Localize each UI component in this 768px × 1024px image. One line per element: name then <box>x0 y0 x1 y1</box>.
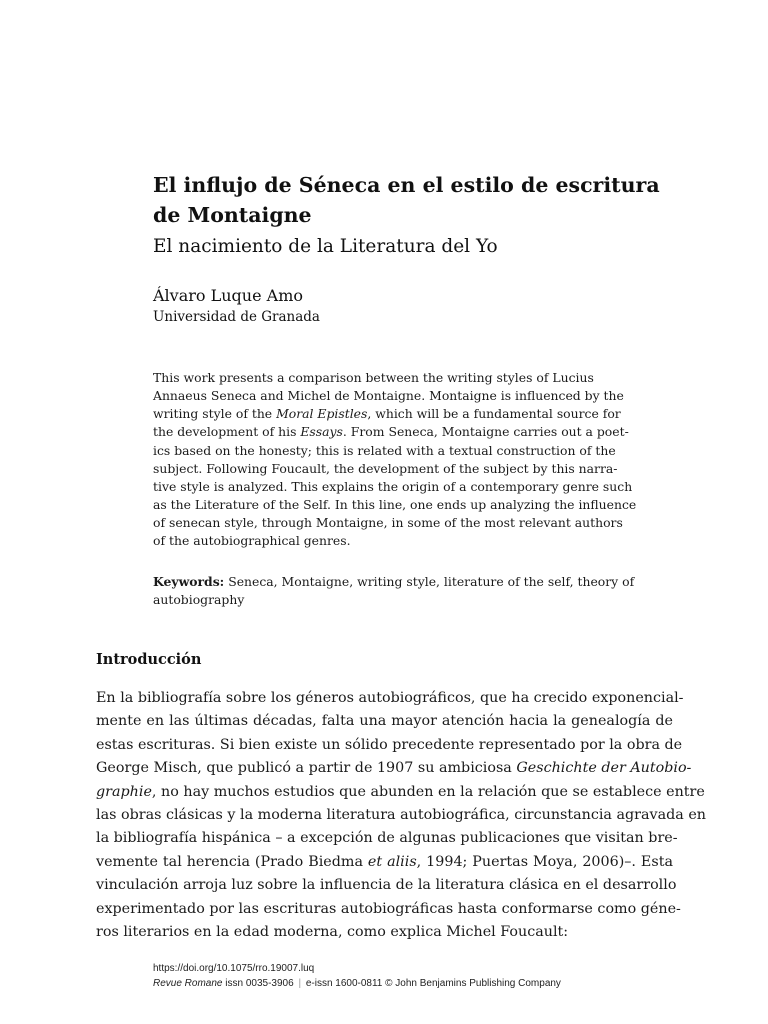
eissn-publisher: e-issn 1600-0811 © John Benjamins Publishing Company <box>305 978 561 989</box>
body-line: la bibliografía hispánica – a excepción de algunas publicaciones que visitan bre- <box>96 830 678 847</box>
title-line-2: de Montaigne <box>153 203 312 227</box>
author-affiliation: Universidad de Granada <box>153 309 320 325</box>
article-title <box>153 170 673 230</box>
body-line: mente en las últimas décadas, falta una mayor atención hacia la genealogía de <box>96 713 673 730</box>
keywords-line: autobiography <box>153 592 245 608</box>
abstract-text: , which will be a fundamental source for <box>367 406 621 422</box>
abstract-line: as the Literature of the Self. In this line, one ends up analyzing the influence <box>153 497 637 513</box>
abstract-line: Annaeus Seneca and Michel de Montaigne. Montaigne is influenced by the <box>153 388 624 404</box>
body-text: vemente tal herencia (Prado Biedma <box>96 853 368 870</box>
abstract-line <box>153 423 639 441</box>
abstract-text: writing style of the <box>153 406 277 422</box>
book-title-moral-epistles: Moral Epistles <box>276 406 368 422</box>
title-line-1: El influjo de Séneca en el estilo de escritura <box>153 173 660 197</box>
abstract-line: tive style is analyzed. This explains the origin of a contemporary genre such <box>153 478 633 494</box>
abstract-line <box>153 405 639 423</box>
issn: issn 0035-3906 <box>225 978 294 989</box>
journal-info <box>153 976 561 991</box>
keywords-list: Seneca, Montaigne, writing style, literature of the self, theory of <box>224 574 635 589</box>
section-heading: Introducción <box>96 651 202 668</box>
body-text: , 1994; Puertas Moya, 2006)–. Esta <box>416 853 673 870</box>
book-title-geschichte-cont: graphie <box>96 783 152 800</box>
abstract-line: ics based on the honesty; this is related with a textual construction of the <box>153 442 616 458</box>
article-subtitle: El nacimiento de la Literatura del Yo <box>153 236 498 257</box>
keywords <box>153 573 643 610</box>
doi-link[interactable]: https://doi.org/10.1075/rro.19007.luq <box>153 963 315 974</box>
journal-name: Revue Romane <box>153 978 223 989</box>
body-line <box>96 851 673 874</box>
latin-phrase: et aliis <box>367 853 417 870</box>
abstract-text: the development of his <box>153 424 301 440</box>
author-name: Álvaro Luque Amo <box>153 286 304 305</box>
body-text: , no hay muchos estudios que abunden en la relación que se establece entre <box>151 783 705 800</box>
abstract-line: This work presents a comparison between the writing styles of Lucius <box>153 370 594 385</box>
abstract-line: subject. Following Foucault, the development of the subject by this narra- <box>153 460 618 476</box>
body-line: ros literarios en la edad moderna, como explica Michel Foucault: <box>96 924 569 941</box>
page-footer <box>153 961 561 991</box>
book-title-essays: Essays <box>300 424 343 440</box>
keywords-line <box>153 573 643 591</box>
separator: | <box>298 978 302 989</box>
body-line <box>96 781 705 804</box>
body-text: George Misch, que publicó a partir de 1907 su ambiciosa <box>96 760 517 777</box>
body-line: estas escrituras. Si bien existe un sólido precedente representado por la obra de <box>96 736 683 753</box>
keywords-label: Keywords: <box>153 574 225 589</box>
book-title-geschichte: Geschichte der Autobio- <box>516 760 692 777</box>
abstract-line: of senecan style, through Montaigne, in some of the most relevant authors <box>153 515 623 531</box>
abstract-text: . From Seneca, Montaigne carries out a poet- <box>342 424 629 440</box>
body-line <box>96 757 692 780</box>
abstract-line: of the autobiographical genres. <box>153 533 351 549</box>
body-line: En la bibliografía sobre los géneros autobiográficos, que ha crecido exponencial- <box>96 690 684 706</box>
body-paragraph <box>96 687 707 944</box>
body-line: las obras clásicas y la moderna literatura autobiográfica, circunstancia agravada en <box>96 807 707 824</box>
abstract <box>153 369 639 551</box>
body-line: vinculación arroja luz sobre la influencia de la literatura clásica en el desarrollo <box>96 877 677 894</box>
body-line: experimentado por las escrituras autobiográficas hasta conformarse como géne- <box>96 900 681 917</box>
